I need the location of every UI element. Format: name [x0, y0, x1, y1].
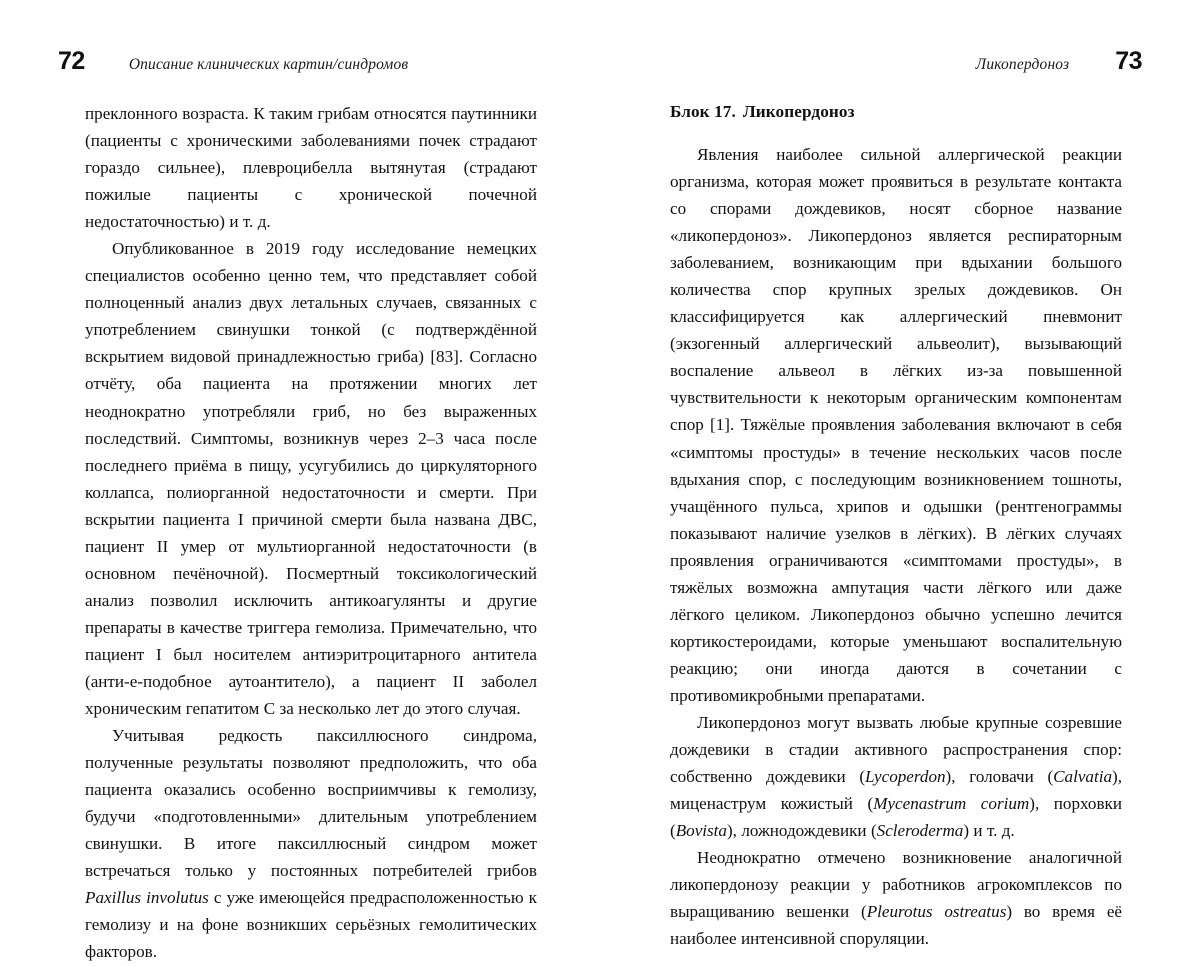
left-text-block — [85, 100, 537, 966]
paragraph-text-before-species: Учитывая редкость паксиллюсного синдрома, полученные результаты позволяют предположить, что оба пациента оказались особенно восприимчивы к гемолизу, будучи «подготовленными» длительным употреблением свинушки. В итоге паксиллюсный синдром может встречаться только у постоянных потребителей грибов — [85, 726, 537, 881]
paragraph-german-study: Опубликованное в 2019 году исследование немецких специалистов особенно ценно тем, что представляет собой полноценный анализ двух летальных случаев, связанных с употреблением свинушки тонкой (с подтверждённой вскрытием видовой принадлежностью гриба) [83]. Согласно отчёту, оба пациента на протяжении многих лет неоднократно употребляли гриб, но без выраженных последствий. Симптомы, возникнув через 2–3 часа после последнего приёма в пищу, усугубились до циркуляторного коллапса, полиорганной недостаточности и смерти. При вскрытии пациента I причиной смерти была названа ДВС, пациент II умер от мультиорганной недостаточности (в основном печёночной). Посмертный токсикологический анализ позволил исключить антикоагулянты и другие препараты в качестве триггера гемолиза. Примечательно, что пациент I был носителем антиэритроцитарного антитела (анти-е-подобное аутоантитело), а пациент II заболел хроническим гепатитом С за несколько лет до этого случая. — [85, 239, 537, 719]
block-heading — [670, 100, 1122, 124]
species-name: Mycenastrum corium — [873, 794, 1030, 814]
species-name: Pleurotus ostreatus — [866, 902, 1007, 922]
paragraph-continuation: преклонного возраста. К таким грибам относятся паутинники (пациенты с хроническими заболеваниями почек страдают гораздо сильнее), плевроцибелла вытянутая (страдают пожилые пациенты с хронической почечной недостаточностью) и т. д. — [85, 104, 537, 232]
running-title-left: Описание клинических картин/синдромов — [128, 56, 409, 73]
paragraph-text-after-species: с уже имеющейся предрасположенностью к гемолизу и на фоне возникших серьёзных гемолитических факторов. — [85, 888, 537, 962]
paragraph-oyster-mushroom-workers: Неоднократно отмечено возникновение аналогичной ликопердонозу реакции у работников агрокомплексов по выращиванию вешенки (Pleurotus ostreatus) во время её наиболее интенсивной споруляции. — [670, 848, 1122, 949]
page-number-right: 73 — [1115, 47, 1142, 75]
right-page — [600, 0, 1200, 949]
species-name: Lycoperdon — [865, 767, 946, 787]
right-text-block — [670, 100, 1122, 952]
running-head-left — [58, 47, 408, 77]
species-name: Scleroderma — [876, 821, 964, 841]
block-heading-label: Блок 17. — [670, 102, 736, 121]
page-number-left: 72 — [58, 47, 85, 75]
paragraph-lycoperdonosis-definition: Явления наиболее сильной аллергической реакции организма, которая может проявиться в результате контакта со спорами дождевиков, носят сборное название «ликопердоноз». Ликопердоноз является респираторным заболеванием, возникающим при вдыхании большого количества спор крупных зрелых дождевиков. Он классифицируется как аллергический пневмонит (экзогенный аллергический альвеолит), вызывающий воспаление альвеол в лёгких из-за повышенной чувствительности к некоторым органическим компонентам спор [1]. Тяжёлые проявления заболевания включают в себя «симптомы простуды» в течение нескольких часов после вдыхания спор, с последующим возникновением тошноты, учащённого пульса, хрипов и одышки (рентгенограммы показывают наличие узелков в лёгких). В лёгких случаях проявления ограничиваются «симптомами простуды», в тяжёлых возможна ампутация части лёгкого или даже лёгкого целиком. Ликопердоноз обычно успешно лечится кортикостероидами, которые уменьшают воспалительную реакцию; они иногда даются в сочетании с противомикробными препаратами. — [670, 145, 1122, 705]
paragraph-causative-species: Ликопердоноз могут вызвать любые крупные созревшие дождевики в стадии активного распространения спор: собственно дождевики (Lycoperdon), головачи (Calvatia), миценаструм кожистый (Mycenastrum corium), порховки (Bovista), ложнодождевики (Scleroderma) и т. д. — [670, 712, 1122, 841]
species-name: Calvatia — [1053, 767, 1113, 787]
species-name: Bovista — [675, 821, 727, 841]
block-heading-title: Ликопердоноз — [742, 102, 855, 121]
running-title-right: Ликопердоноз — [975, 56, 1070, 73]
running-head-right — [976, 47, 1142, 77]
left-page — [0, 0, 600, 962]
species-name-paxillus: Paxillus involutus — [85, 888, 209, 908]
paragraph-paxillus-conclusion — [85, 722, 537, 965]
